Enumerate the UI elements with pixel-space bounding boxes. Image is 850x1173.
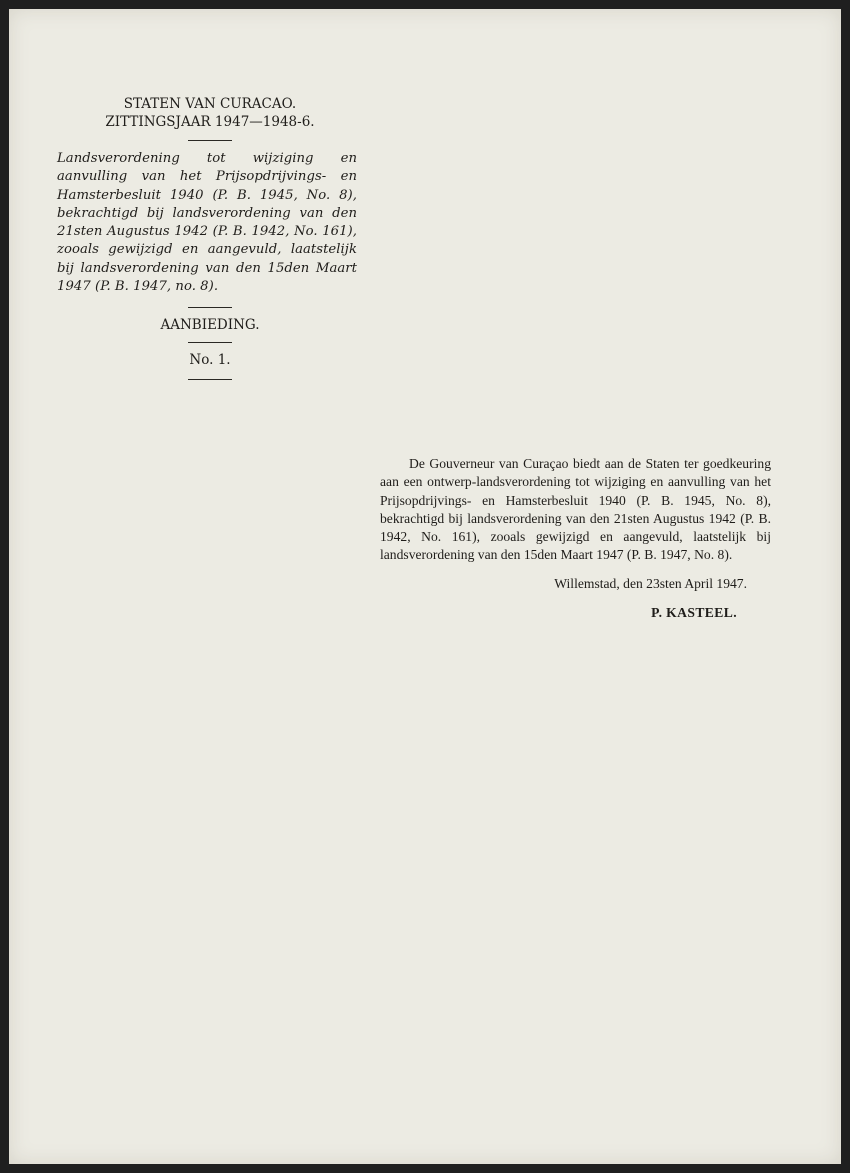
document-page (9, 9, 841, 1164)
document-header (63, 95, 357, 131)
divider-rule (188, 342, 232, 343)
body-paragraph: De Gouverneur van Curaçao biedt aan de Staten ter goedkeuring aan een ontwerp-landsverordening tot wijziging en aanvulling van het Prijsopdrijvings- en Hamsterbesluit 1940 (P. B. 1945, No. 8), bekrachtigd bij landsverordening van den 21sten Augustus 1942 (P. B. 1942, No. 161), zooals gewijzigd en aangevuld, laatstelijk bij landsverordening van den 15den Maart 1947 (P. B. 1947, No. 8). (380, 456, 771, 563)
signature: P. KASTEEL. (651, 604, 737, 620)
divider-rule (188, 379, 232, 380)
right-column (380, 455, 771, 621)
number-label: No. 1. (189, 352, 231, 369)
divider-rule (188, 140, 232, 141)
left-column (57, 95, 357, 380)
header-line-2: ZITTINGSJAAR 1947—1948-6. (105, 114, 315, 130)
section-label: AANBIEDING. (160, 317, 260, 334)
ordinance-title: Landsverordening tot wijziging en aanvulling van het Prijsopdrijvings- en Hamsterbesluit 1940 (P. B. 1945, No. 8), bekrachtigd bij landsverordening van den 21sten Augustus 1942 (P. B. 1942, No. 161), zooals gewijzigd en aangevuld, laatstelijk bij landsverordening van den 15den Maart 1947 (P. B. 1947, no. 8). (57, 151, 357, 295)
place-date: Willemstad, den 23sten April 1947. (554, 575, 747, 591)
divider-rule (188, 307, 232, 308)
header-line-1: STATEN VAN CURACAO. (123, 96, 297, 112)
